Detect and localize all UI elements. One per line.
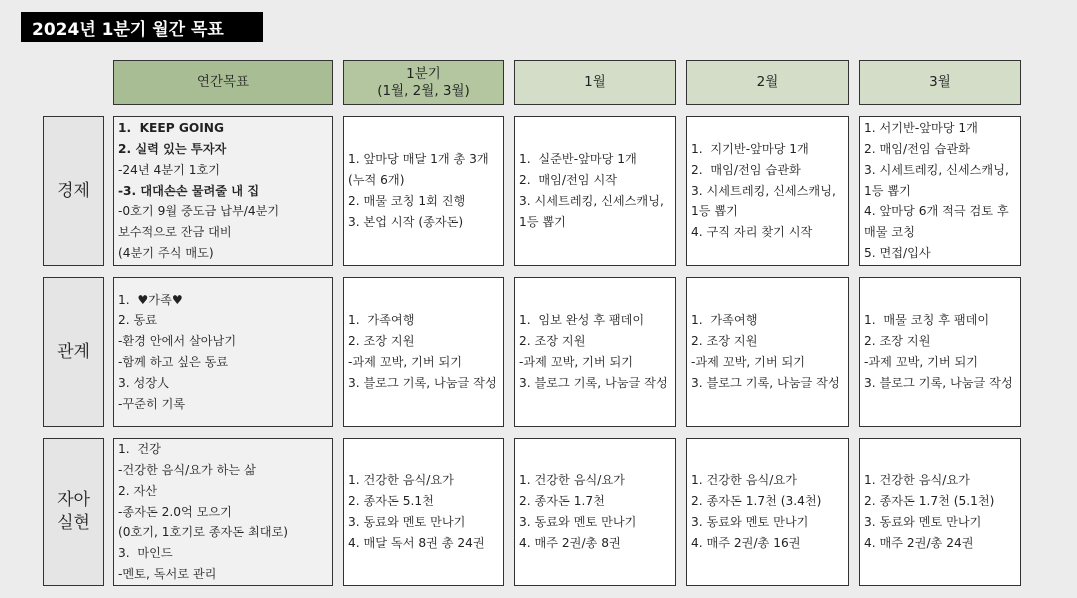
goal-line: 1. 앞마당 매달 1개 총 3개 (누적 6개)	[348, 152, 493, 188]
goal-line: 2. 조장 지원	[691, 334, 758, 349]
goal-line: 5. 면접/입사	[864, 246, 931, 260]
goal-line: 2. 종자돈 1.7천	[519, 494, 605, 509]
goal-line: 1. 건강한 음식/요가	[864, 473, 970, 488]
goal-line: 3. 블로그 기록, 나눔글 작성	[864, 375, 1013, 390]
cell-relationship-february	[686, 277, 849, 427]
goal-line: 4. 매주 2권/총 24권	[864, 535, 974, 550]
column-header-march: 3월	[859, 60, 1021, 105]
goal-line: -건강한 음식/요가 하는 삶	[118, 463, 256, 478]
goal-line: 3. 시세트레킹, 신세스캐닝, 1등 뽑기	[691, 183, 840, 219]
goal-line: 2. 종자돈 1.7천 (3.4천)	[691, 494, 822, 509]
goal-line: 3. 마인드	[118, 546, 173, 561]
row-header-self-realization: 자아 실현	[43, 438, 104, 586]
goal-line: 2. 매임/전임 시작	[519, 173, 617, 188]
goal-line: 1. 매물 코칭 후 팸데이	[864, 313, 990, 328]
cell-economy-january	[514, 116, 676, 266]
cell-relationship-annual	[113, 277, 333, 427]
goal-line: (4분기 주식 매도)	[118, 246, 214, 260]
goal-line: 1. 가족여행	[691, 313, 758, 328]
goal-line: -과제 꼬박, 기버 되기	[519, 355, 634, 369]
goal-line: -멘토, 독서로 관리	[118, 567, 217, 581]
goal-line: 1. 건강한 음식/요가	[519, 473, 625, 488]
goal-line: 1. 서기반-앞마당 1개	[864, 121, 978, 136]
column-header-february: 2월	[686, 60, 849, 105]
goal-line: 4. 앞마당 6개 적극 검토 후 매물 코칭	[864, 204, 1013, 240]
goal-line: -꾸준히 기록	[118, 396, 186, 411]
goal-line: 2. 실력 있는 투자자	[118, 142, 227, 157]
goal-line: 3. 블로그 기록, 나눔글 작성	[691, 375, 840, 390]
cell-relationship-quarter	[343, 277, 504, 427]
goal-line: -과제 꼬박, 기버 되기	[864, 355, 979, 369]
goal-line: 2. 종자돈 1.7천 (5.1천)	[864, 494, 995, 509]
goal-line: 4. 매달 독서 8권 총 24권	[348, 535, 485, 550]
goal-line: 2. 매임/전임 습관화	[691, 162, 801, 177]
goal-line: 1. 지기반-앞마당 1개	[691, 142, 809, 156]
goal-line: -과제 꼬박, 기버 되기	[348, 355, 463, 369]
cell-self-realization-february	[686, 438, 849, 586]
cell-self-realization-quarter	[343, 438, 504, 586]
goal-line: -24년 4분기 1호기	[118, 162, 221, 177]
goal-line: 1. 건강	[118, 442, 161, 457]
column-header-quarter: 1분기 (1월, 2월, 3월)	[343, 60, 504, 105]
goal-line: 1. 건강한 음식/요가	[691, 473, 797, 488]
cell-economy-march	[859, 116, 1021, 266]
goal-line: 1. ♥가족♥	[118, 292, 183, 307]
goal-line: 3. 본업 시작 (종자돈)	[348, 214, 464, 229]
goal-line: 4. 매주 2권/총 16권	[691, 535, 801, 550]
goal-line: 2. 매물 코칭 1회 진행	[348, 194, 466, 208]
goal-line: 3. 블로그 기록, 나눔글 작성	[519, 375, 668, 390]
goal-line: -함께 하고 싶은 동료	[118, 355, 229, 369]
goal-line: 4. 구직 자리 찾기 시작	[691, 225, 813, 240]
goal-line: -0호기 9월 중도금 납부/4분기 보수적으로 잔금 대비	[118, 204, 283, 240]
goal-line: 3. 성장人	[118, 375, 170, 390]
cell-economy-quarter	[343, 116, 504, 266]
goal-line: 1. 임보 완성 후 팸데이	[519, 313, 645, 328]
goal-line: 3. 동료와 멘토 만나기	[348, 515, 466, 529]
goal-line: 1. 건강한 음식/요가	[348, 473, 454, 488]
goal-line: -과제 꼬박, 기버 되기	[691, 355, 806, 369]
goal-line: 3. 시세트레킹, 신세스캐닝, 1등 뽑기	[864, 162, 1013, 198]
goal-line: 3. 시세트레킹, 신세스캐닝, 1등 뽑기	[519, 194, 668, 229]
goal-line: 1. KEEP GOING	[118, 121, 224, 136]
goal-line: 2. 조장 지원	[864, 334, 931, 349]
goal-line: 4. 매주 2권/총 8권	[519, 535, 621, 550]
cell-self-realization-march	[859, 438, 1021, 586]
goal-line: 3. 동료와 멘토 만나기	[691, 515, 809, 529]
goal-line: 1. 실준반-앞마당 1개	[519, 152, 637, 167]
page-title: 2024년 1분기 월간 목표	[21, 12, 263, 42]
goal-line: 2. 동료	[118, 313, 158, 328]
goal-line: 3. 동료와 멘토 만나기	[519, 515, 637, 529]
goal-line: 2. 조장 지원	[348, 334, 415, 349]
row-header-relationship: 관계	[43, 277, 104, 427]
goal-line: 3. 블로그 기록, 나눔글 작성	[348, 375, 497, 390]
row-header-economy: 경제	[43, 116, 104, 266]
column-header-january: 1월	[514, 60, 676, 105]
goal-line: (0호기, 1호기로 종자돈 최대로)	[118, 525, 289, 540]
goal-line: -환경 안에서 살아남기	[118, 334, 237, 349]
goal-line: 3. 동료와 멘토 만나기	[864, 515, 982, 529]
cell-relationship-march	[859, 277, 1021, 427]
goal-line: -종자돈 2.0억 모으기	[118, 504, 232, 519]
goal-line: -3. 대대손손 물려줄 내 집	[118, 183, 260, 198]
goal-line: 2. 자산	[118, 483, 158, 498]
cell-relationship-january	[514, 277, 676, 427]
column-header-annual: 연간목표	[113, 60, 333, 105]
goal-line: 1. 가족여행	[348, 313, 415, 328]
goal-line: 2. 매임/전임 습관화	[864, 142, 970, 157]
goal-line: 2. 조장 지원	[519, 334, 586, 349]
cell-economy-annual	[113, 116, 333, 266]
cell-self-realization-january	[514, 438, 676, 586]
cell-economy-february	[686, 116, 849, 266]
goal-line: 2. 종자돈 5.1천	[348, 494, 434, 509]
cell-self-realization-annual	[113, 438, 333, 586]
